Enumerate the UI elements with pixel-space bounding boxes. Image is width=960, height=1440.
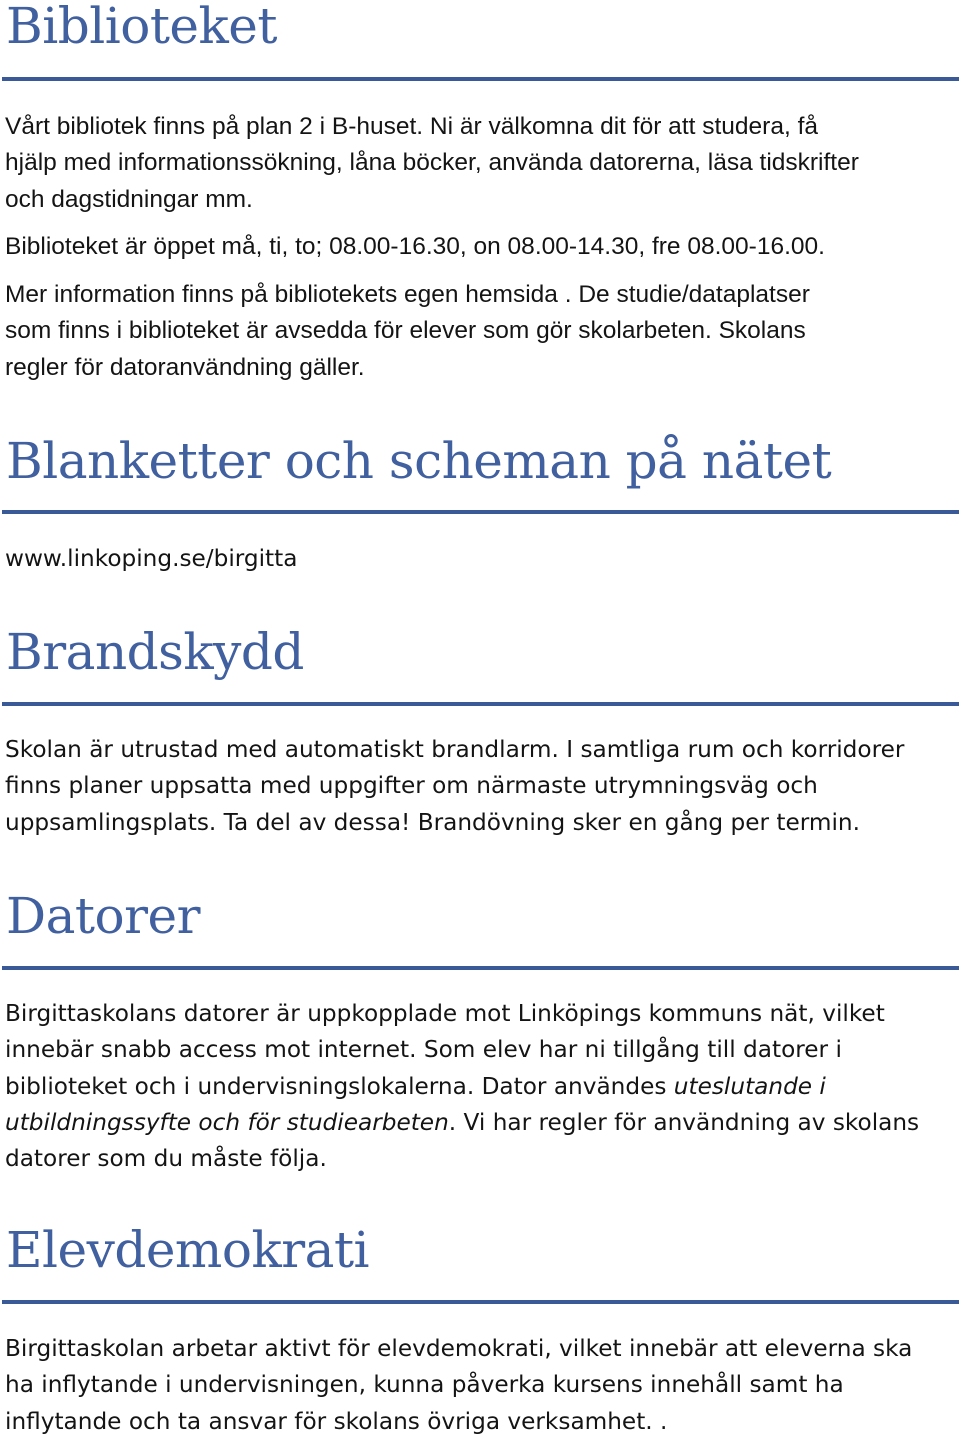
section-divider [2, 966, 959, 970]
italic-text-segment: utbildningssyfte och för studiearbeten [5, 1108, 449, 1136]
text-line: inflytande och ta ansvar för skolans övriga verksamhet. . [5, 1407, 668, 1435]
text-line: datorer som du måste följa. [5, 1145, 327, 1173]
section-divider [2, 1300, 959, 1304]
website-link[interactable]: www.linkoping.se/birgitta [5, 545, 298, 572]
heading-elevdemokrati: Elevdemokrati [6, 1221, 370, 1279]
text-line: hjälp med informationssökning, låna böcker, använda datorerna, läsa tidskrifter [5, 149, 859, 177]
italic-text-segment: uteslutande i [673, 1072, 826, 1100]
text-line [5, 1105, 936, 1141]
text-line: ha inflytande i undervisningen, kunna påverka kursens innehåll samt ha [5, 1371, 844, 1399]
library-intro-paragraph [5, 109, 936, 218]
heading-biblioteket: Biblioteket [6, 0, 277, 55]
text-segment: . Vi har regler för användning av skolans [448, 1108, 920, 1136]
heading-blanketter: Blanketter och scheman på nätet [6, 432, 832, 490]
text-line: innebär snabb access mot internet. Som elev har ni tillgång till datorer i [5, 1036, 842, 1064]
heading-datorer: Datorer [6, 887, 200, 945]
library-more-info-paragraph [5, 277, 936, 386]
text-line: och dagstidningar mm. [5, 185, 253, 213]
section-divider [2, 510, 959, 514]
heading-brandskydd: Brandskydd [6, 623, 304, 681]
text-line [5, 1069, 936, 1105]
computers-paragraph [5, 996, 936, 1177]
library-opening-hours: Biblioteket är öppet må, ti, to; 08.00-16.30, on 08.00-14.30, fre 08.00-16.00. [5, 233, 825, 260]
fire-safety-paragraph [5, 732, 936, 841]
text-line: Skolan är utrustad med automatiskt brandlarm. I samtliga rum och korridorer [5, 736, 905, 763]
text-segment: biblioteket och i undervisningslokalerna. Dator användes [5, 1072, 674, 1100]
text-line: Birgittaskolans datorer är uppkopplade mot Linköpings kommuns nät, vilket [5, 1000, 885, 1027]
section-divider [2, 77, 959, 81]
text-line: finns planer uppsatta med uppgifter om närmaste utrymningsväg och [5, 772, 818, 800]
text-line: som finns i biblioteket är avsedda för elever som gör skolarbeten. Skolans [5, 317, 806, 345]
student-democracy-paragraph [5, 1331, 936, 1440]
text-line: uppsamlingsplats. Ta del av dessa! Brandövning sker en gång per termin. [5, 808, 860, 836]
section-divider [2, 702, 959, 706]
text-line: Mer information finns på bibliotekets egen hemsida . De studie/dataplatser [5, 281, 810, 308]
text-line: regler för datoranvändning gäller. [5, 353, 365, 381]
text-line: Vårt bibliotek finns på plan 2 i B-huset. Ni är välkomna dit för att studera, få [5, 113, 818, 140]
text-line: Birgittaskolan arbetar aktivt för elevdemokrati, vilket innebär att eleverna ska [5, 1335, 913, 1362]
